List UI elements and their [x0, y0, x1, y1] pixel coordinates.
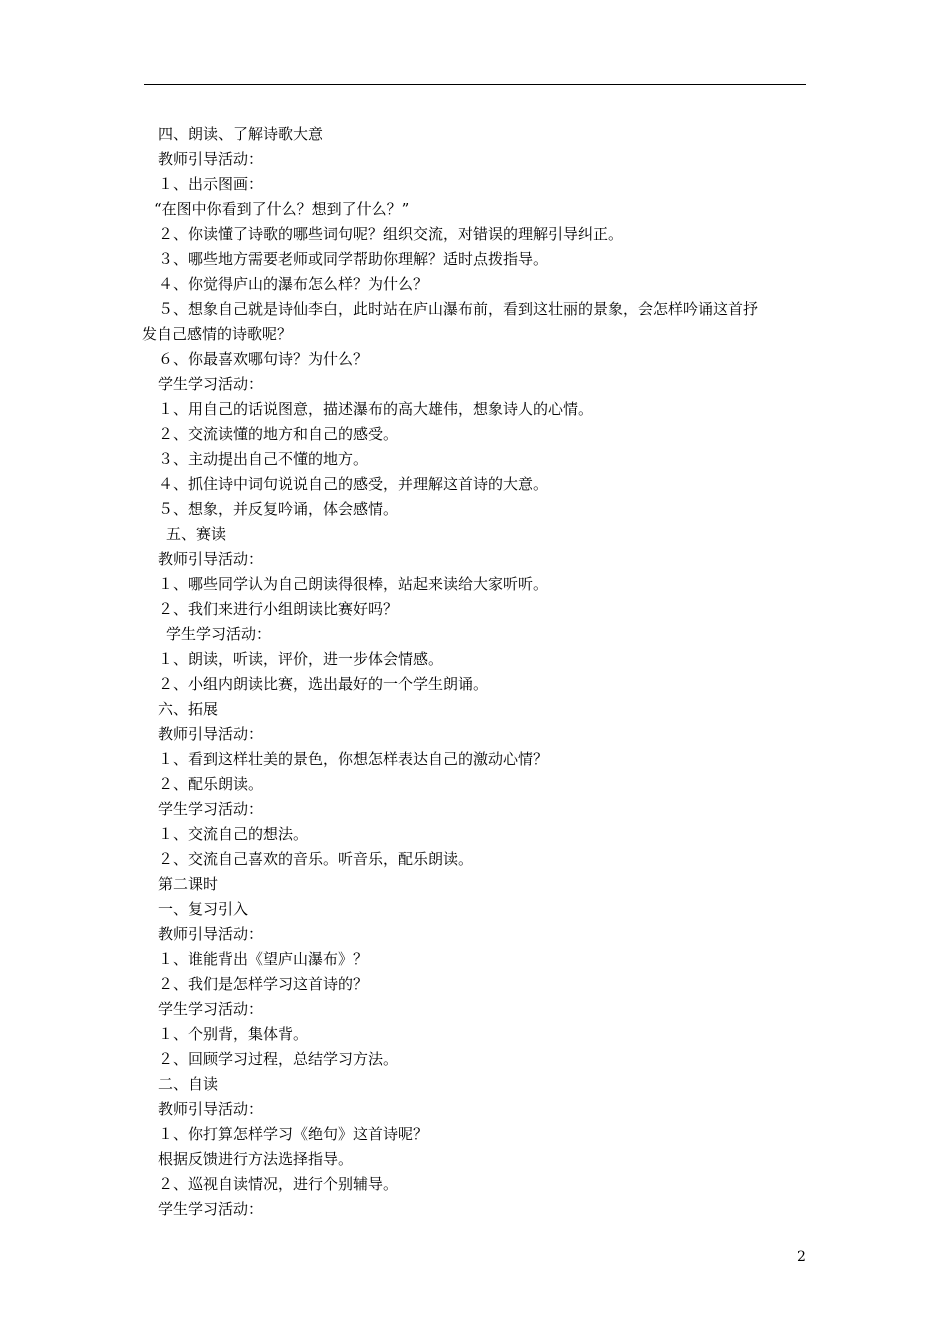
text-line: １、出示图画：	[158, 175, 264, 193]
text-line: ２、小组内朗读比赛，选出最好的一个学生朗诵。	[158, 675, 489, 693]
text-line: ３、哪些地方需要老师或同学帮助你理解？适时点拨指导。	[158, 250, 549, 268]
text-line: 教师引导活动：	[158, 1100, 264, 1118]
text-line: 学生学习活动：	[166, 625, 272, 643]
section-heading: 四、朗读、了解诗歌大意	[158, 125, 324, 143]
text-line: 教师引导活动：	[158, 725, 264, 743]
text-line: 学生学习活动：	[158, 375, 264, 393]
section-heading: 一、复习引入	[158, 900, 249, 918]
text-line: ２、交流自己喜欢的音乐。听音乐，配乐朗读。	[158, 850, 474, 868]
header-rule	[144, 84, 806, 85]
text-line: １、朗读，听读，评价，进一步体会情感。	[158, 650, 444, 668]
text-line: ２、你读懂了诗歌的哪些词句呢？组织交流，对错误的理解引导纠正。	[158, 225, 624, 243]
text-line: 学生学习活动：	[158, 800, 264, 818]
text-line: ３、主动提出自己不懂的地方。	[158, 450, 369, 468]
lesson-heading: 第二课时	[158, 875, 219, 893]
text-line: 根据反馈进行方法选择指导。	[158, 1150, 354, 1168]
text-line: １、交流自己的想法。	[158, 825, 309, 843]
text-line: １、看到这样壮美的景色，你想怎样表达自己的激动心情？	[158, 750, 549, 768]
text-line: 教师引导活动：	[158, 550, 264, 568]
section-heading: 六、拓展	[158, 700, 219, 718]
text-line: ２、我们是怎样学习这首诗的？	[158, 975, 369, 993]
section-heading: 五、赛读	[166, 525, 227, 543]
text-line: ２、配乐朗读。	[158, 775, 264, 793]
text-line: 教师引导活动：	[158, 925, 264, 943]
text-line: 学生学习活动：	[158, 1200, 264, 1218]
text-line: ５、想象，并反复吟诵，体会感情。	[158, 500, 399, 518]
page-number: 2	[797, 1249, 806, 1265]
text-line: ２、巡视自读情况，进行个别辅导。	[158, 1175, 399, 1193]
text-line: ５、想象自己就是诗仙李白，此时站在庐山瀑布前，看到这壮丽的景象，会怎样吟诵这首抒	[158, 300, 759, 318]
text-line: ４、你觉得庐山的瀑布怎么样？为什么？	[158, 275, 429, 293]
text-line: 学生学习活动：	[158, 1000, 264, 1018]
text-line: １、个别背，集体背。	[158, 1025, 309, 1043]
text-line: ４、抓住诗中词句说说自己的感受，并理解这首诗的大意。	[158, 475, 549, 493]
text-line: １、你打算怎样学习《绝句》这首诗呢？	[158, 1125, 429, 1143]
text-line: ６、你最喜欢哪句诗？为什么？	[158, 350, 369, 368]
document-body	[142, 122, 808, 1222]
text-line: “在图中你看到了什么？想到了什么？”	[154, 200, 410, 218]
text-line: ２、回顾学习过程，总结学习方法。	[158, 1050, 399, 1068]
text-line: １、用自己的话说图意，描述瀑布的高大雄伟，想象诗人的心情。	[158, 400, 594, 418]
text-line: １、哪些同学认为自己朗读得很棒，站起来读给大家听听。	[158, 575, 549, 593]
text-line: ２、我们来进行小组朗读比赛好吗？	[158, 600, 399, 618]
section-heading: 二、自读	[158, 1075, 219, 1093]
text-line: 发自己感情的诗歌呢？	[142, 325, 293, 343]
text-line: ２、交流读懂的地方和自己的感受。	[158, 425, 399, 443]
text-line: 教师引导活动：	[158, 150, 264, 168]
text-line: １、谁能背出《望庐山瀑布》？	[158, 950, 369, 968]
